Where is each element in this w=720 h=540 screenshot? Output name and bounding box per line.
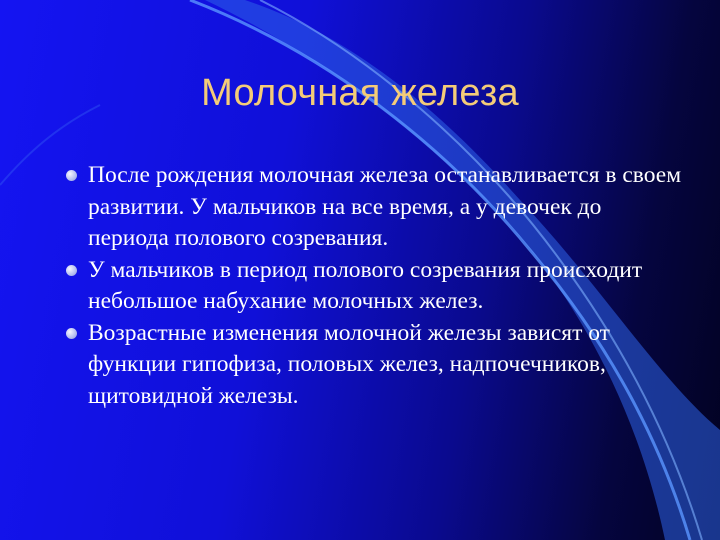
- bullet-dot-icon: [66, 265, 77, 276]
- slide-title: Молочная железа: [201, 72, 519, 114]
- bullet-text: После рождения молочная железа останавливается в своем развитии. У мальчиков на все время, а у девочек до периода полового созревания.: [88, 162, 682, 251]
- bullet-item: [66, 160, 686, 255]
- bullet-dot-icon: [66, 170, 77, 181]
- bullet-list: [66, 160, 686, 412]
- bullet-text: У мальчиков в период полового созревания происходит небольшое набухание молочных желез.: [88, 256, 643, 314]
- bullet-text: Возрастные изменения молочной железы зависят от функции гипофиза, половых желез, надпочечников, щитовидной железы.: [88, 319, 610, 409]
- bullet-item: [66, 255, 686, 318]
- bullet-item: [66, 318, 686, 413]
- bullet-dot-icon: [66, 328, 77, 339]
